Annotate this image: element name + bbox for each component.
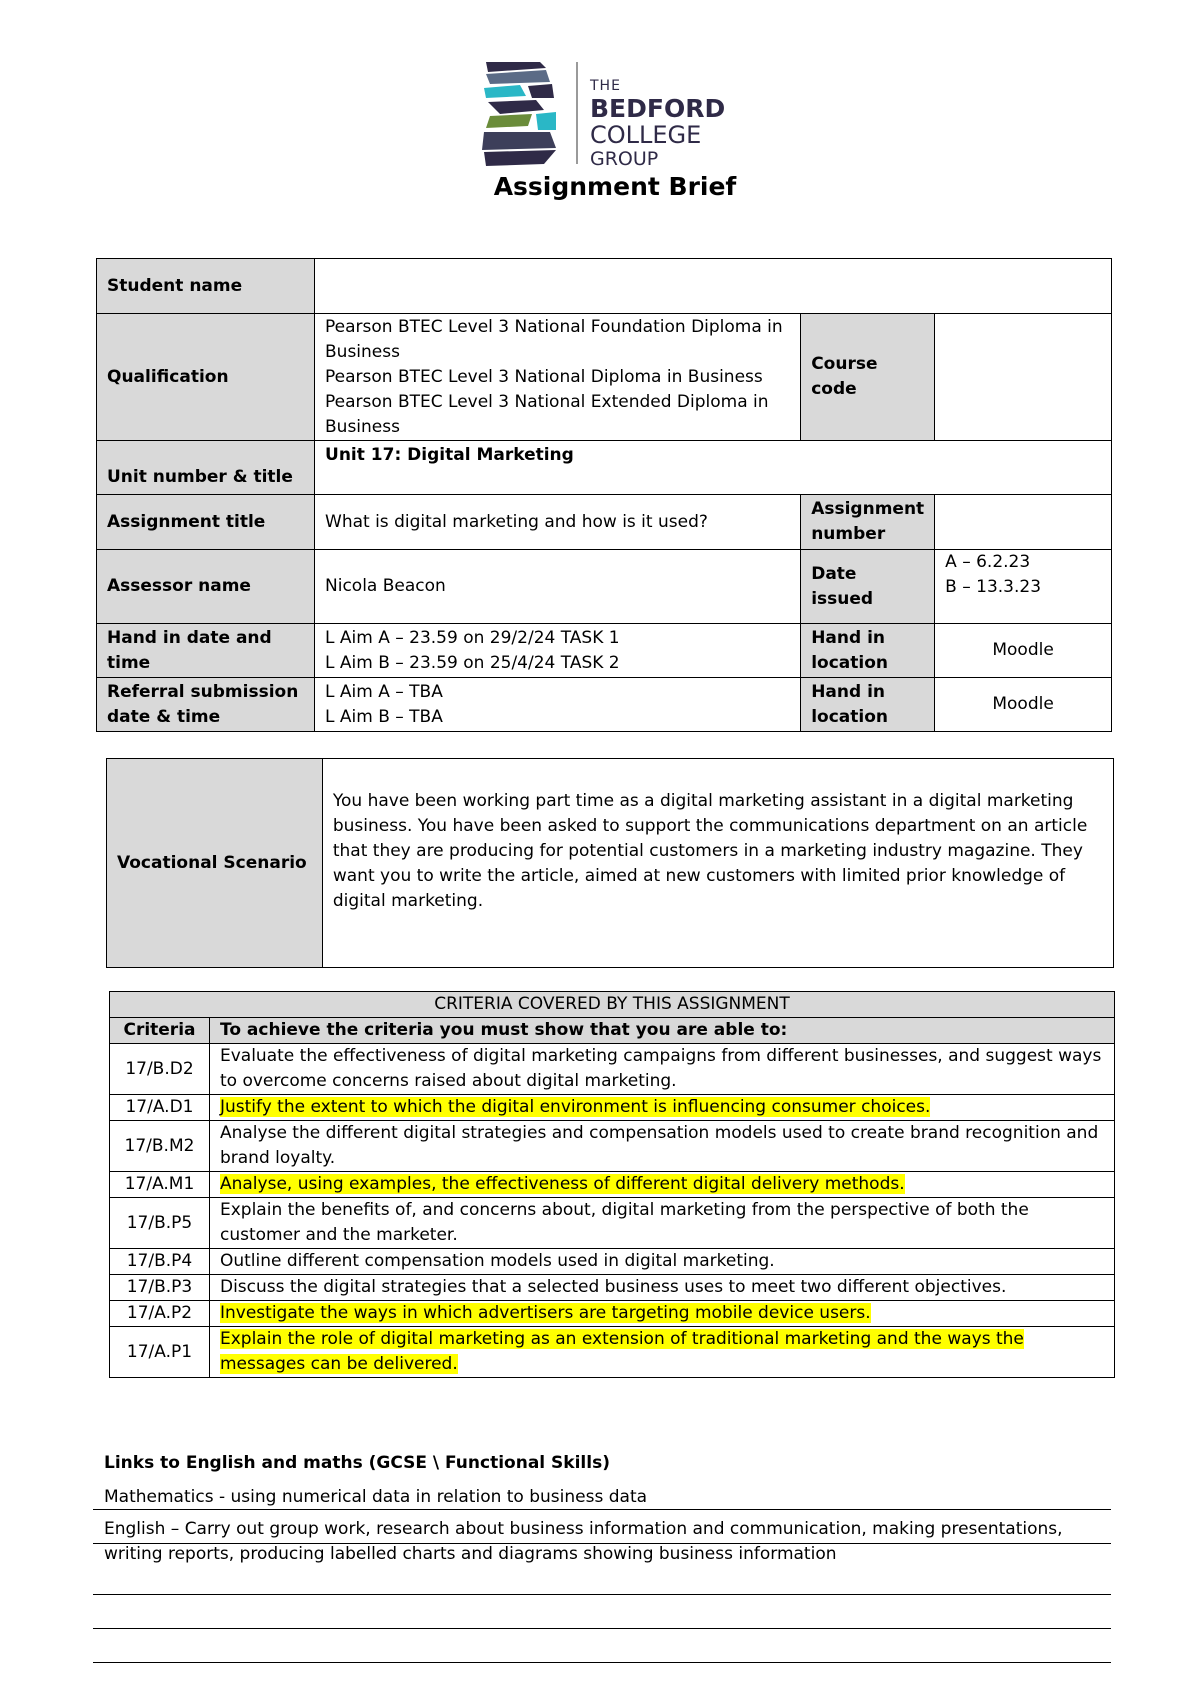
criteria-description-text: Explain the role of digital marketing as an extension of traditional marketing and the ways the messages can be delivered.: [219, 1329, 1024, 1374]
criteria-description-text: Outline different compensation models used in digital marketing.: [219, 1251, 775, 1271]
criteria-row: [110, 1249, 1115, 1275]
criteria-row: [110, 1172, 1115, 1198]
criteria-description-text: Investigate the ways in which advertisers are targeting mobile device users.: [219, 1303, 871, 1323]
qualification-value: [315, 314, 801, 441]
hand-in-value: [315, 624, 801, 678]
criteria-description: [209, 1249, 1114, 1275]
criteria-description: [209, 1044, 1114, 1095]
criteria-code: 17/A.P1: [110, 1327, 210, 1378]
criteria-description-text: Justify the extent to which the digital environment is influencing consumer choices.: [219, 1097, 931, 1117]
scenario-label: Vocational Scenario: [107, 759, 323, 968]
assessor-label: Assessor name: [97, 550, 315, 624]
unit-value: Unit 17: Digital Marketing: [315, 441, 1112, 495]
criteria-description-text: Discuss the digital strategies that a selected business uses to meet two different objectives.: [219, 1277, 1007, 1297]
referral-line: L Aim A – TBA: [325, 681, 443, 702]
logo-word-group: GROUP: [590, 148, 659, 170]
qualification-line: Pearson BTEC Level 3 National Extended Diploma in Business: [325, 391, 769, 437]
course-code-value: [935, 314, 1112, 441]
assignment-info-table: [96, 258, 1112, 732]
criteria-col-header: Criteria: [110, 1018, 210, 1044]
logo-word-bedford: BEDFORD: [590, 94, 726, 123]
criteria-code: 17/B.D2: [110, 1044, 210, 1095]
date-issued-line: A – 6.2.23: [945, 552, 1031, 572]
qualification-line: Pearson BTEC Level 3 National Foundation Diploma in Business: [325, 316, 783, 362]
unit-label: Unit number & title: [97, 441, 315, 495]
referral-label: Referral submission date & time: [97, 678, 315, 732]
vocational-scenario-table: [106, 758, 1114, 968]
assignment-title-value: What is digital marketing and how is it used?: [315, 495, 801, 550]
qualification-label: Qualification: [97, 314, 315, 441]
criteria-row: [110, 1095, 1115, 1121]
divider-line: [93, 1628, 1111, 1629]
criteria-description-text: Evaluate the effectiveness of digital marketing campaigns from different businesses, and suggest ways to overcome concerns raised about digital marketing.: [219, 1046, 1102, 1091]
criteria-code: 17/A.P2: [110, 1301, 210, 1327]
criteria-table: [109, 991, 1115, 1378]
criteria-description: [209, 1095, 1114, 1121]
criteria-description: [209, 1301, 1114, 1327]
criteria-description-text: Analyse the different digital strategies and compensation models used to create brand recognition and brand loyalty.: [219, 1123, 1099, 1168]
criteria-row: [110, 1275, 1115, 1301]
referral-line: L Aim B – TBA: [325, 706, 443, 727]
criteria-description: [209, 1198, 1114, 1249]
criteria-rows: [110, 1044, 1115, 1378]
criteria-description-text: Explain the benefits of, and concerns about, digital marketing from the perspective of both the customer and the marketer.: [219, 1200, 1029, 1245]
criteria-row: [110, 1327, 1115, 1378]
logo-word-college: COLLEGE: [590, 121, 702, 149]
divider-line: [93, 1543, 1111, 1544]
logo-word-the: THE: [590, 78, 621, 94]
referral-value: [315, 678, 801, 732]
criteria-description-text: Analyse, using examples, the effectiveness of different digital delivery methods.: [219, 1174, 905, 1194]
links-heading: Links to English and maths (GCSE \ Functional Skills): [104, 1453, 610, 1473]
referral-location-label: Hand in location: [801, 678, 935, 732]
criteria-heading: CRITERIA COVERED BY THIS ASSIGNMENT: [110, 992, 1115, 1018]
referral-location-value: Moodle: [935, 678, 1112, 732]
criteria-code: 17/A.M1: [110, 1172, 210, 1198]
student-name-label: Student name: [97, 259, 315, 314]
divider-line: [93, 1509, 1111, 1510]
date-issued-line: B – 13.3.23: [945, 577, 1042, 597]
assignment-title-label: Assignment title: [97, 495, 315, 550]
scenario-text: You have been working part time as a digital marketing assistant in a digital marketing business. You have been asked to support the communications department on an article that they are producing for potential customers in a marketing industry magazine. They want you to write the article, aimed at new customers with limited prior knowledge of digital marketing.: [322, 759, 1113, 968]
divider-line: [93, 1594, 1111, 1595]
date-issued-label: Date issued: [801, 550, 935, 624]
hand-in-location-label: Hand in location: [801, 624, 935, 678]
criteria-description: [209, 1327, 1114, 1378]
links-english: English – Carry out group work, research about business information and communication, making presentations, writing reports, producing labelled charts and diagrams showing business information: [104, 1519, 1063, 1564]
criteria-code: 17/B.M2: [110, 1121, 210, 1172]
criteria-code: 17/B.P4: [110, 1249, 210, 1275]
page-title: Assignment Brief: [493, 172, 737, 201]
date-issued-value: [935, 550, 1112, 624]
criteria-row: [110, 1198, 1115, 1249]
hand-in-label: Hand in date and time: [97, 624, 315, 678]
criteria-description: [209, 1121, 1114, 1172]
assessor-value: Nicola Beacon: [315, 550, 801, 624]
criteria-code: 17/A.D1: [110, 1095, 210, 1121]
hand-in-line: L Aim B – 23.59 on 25/4/24 TASK 2: [325, 652, 620, 673]
criteria-description: [209, 1275, 1114, 1301]
criteria-code: 17/B.P5: [110, 1198, 210, 1249]
course-code-label: Course code: [801, 314, 935, 441]
divider-line: [93, 1662, 1111, 1663]
student-name-value: [315, 259, 1112, 314]
qualification-line: Pearson BTEC Level 3 National Diploma in Business: [325, 366, 763, 387]
links-maths: Mathematics - using numerical data in relation to business data: [104, 1487, 648, 1507]
hand-in-location-value: Moodle: [935, 624, 1112, 678]
criteria-row: [110, 1301, 1115, 1327]
criteria-description: [209, 1172, 1114, 1198]
assignment-number-label: Assignment number: [801, 495, 935, 550]
hand-in-line: L Aim A – 23.59 on 29/2/24 TASK 1: [325, 627, 620, 648]
description-col-header: To achieve the criteria you must show that you are able to:: [209, 1018, 1114, 1044]
criteria-code: 17/B.P3: [110, 1275, 210, 1301]
assignment-number-value: [935, 495, 1112, 550]
criteria-row: [110, 1044, 1115, 1095]
criteria-row: [110, 1121, 1115, 1172]
